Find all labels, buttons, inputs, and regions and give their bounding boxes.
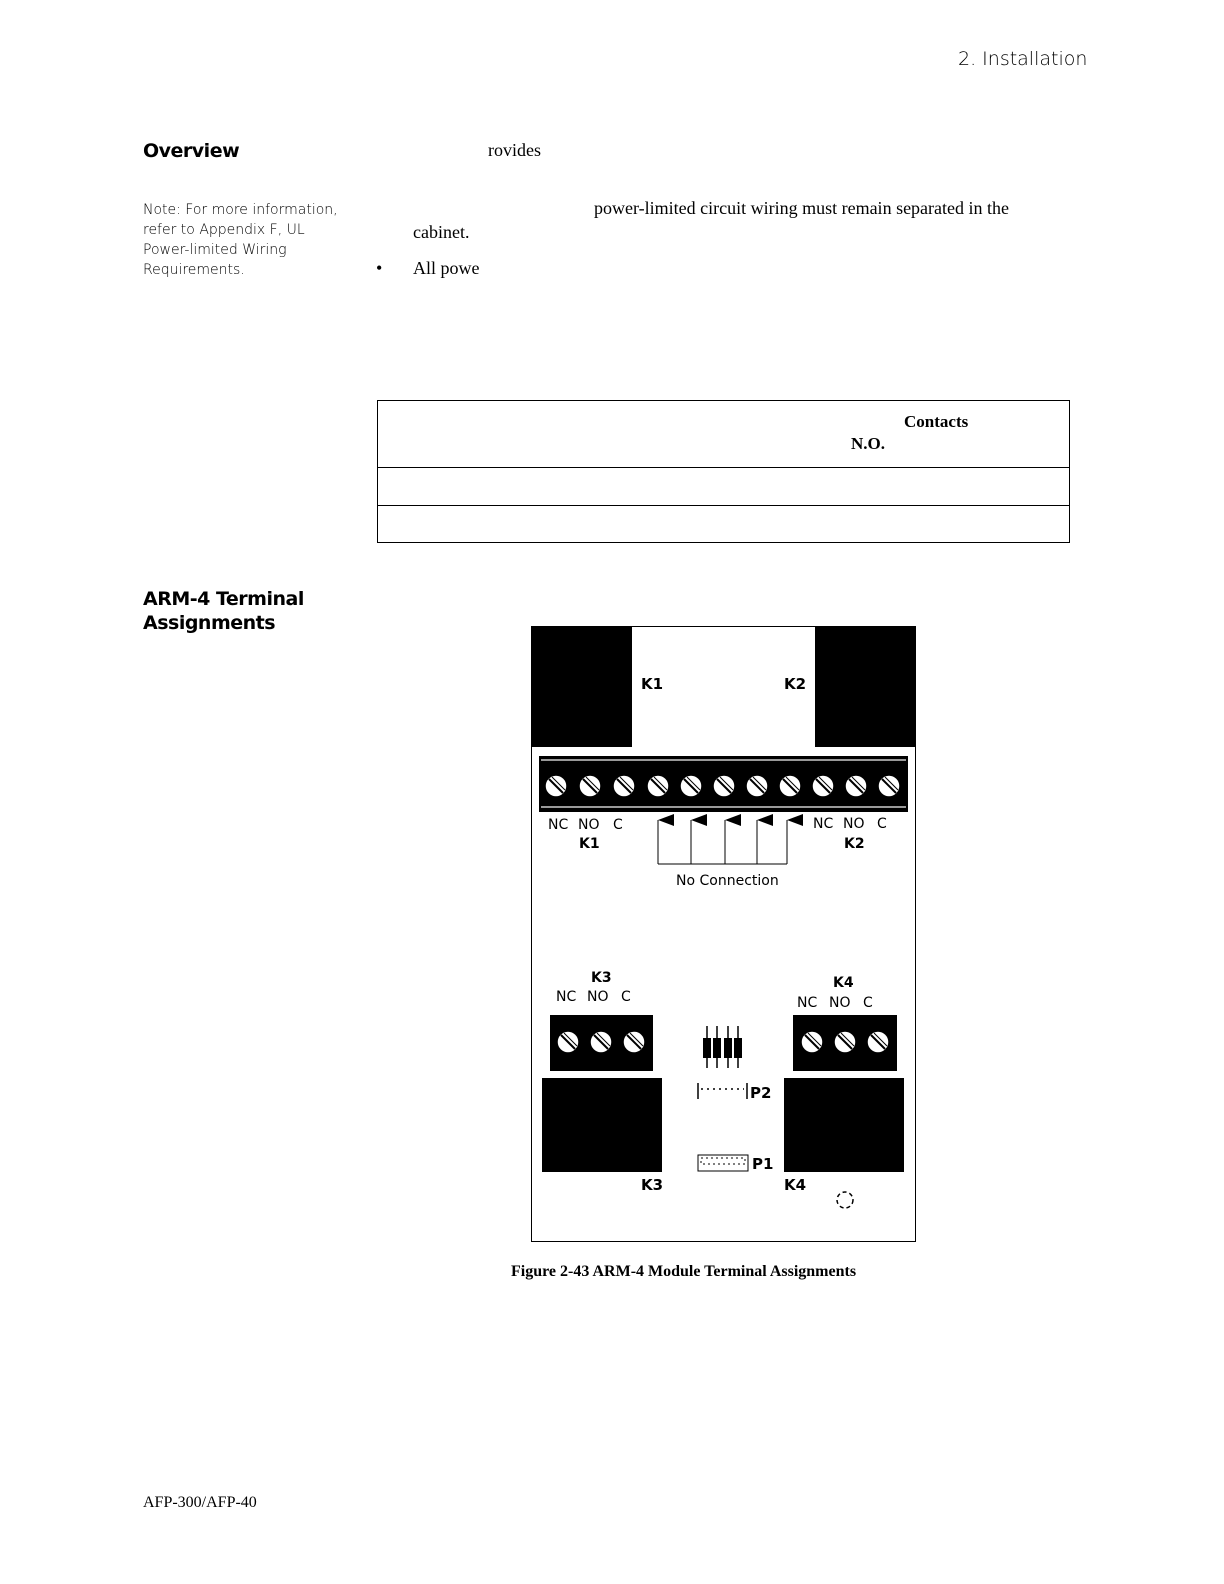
sidebar-note: Note: For more information, refer to Appendix F, UL Power-limited Wiring Requirements. (143, 202, 338, 278)
relay-label-k1-top: K1 (641, 675, 664, 693)
connector-p1 (698, 1155, 748, 1171)
k1-nc-label: NC (548, 817, 569, 833)
k4-c-label: C (863, 995, 873, 1011)
overview-body-line1: power-limited circuit wiring must remain separated in the (594, 198, 1010, 218)
arm4-section-heading: ARM-4 Terminal Assignments (143, 588, 304, 634)
footer-model: AFP-300/AFP-40 (143, 1494, 257, 1511)
figure-caption: Figure 2-43 ARM-4 Module Terminal Assignments (511, 1263, 857, 1280)
connector-p1-label: P1 (752, 1155, 774, 1173)
overview-heading: Overview (143, 140, 240, 162)
k2-c-label: C (877, 816, 887, 832)
overview-intro-text: rovides (488, 140, 541, 160)
overview-body-line2: cabinet. (413, 222, 470, 242)
table-row-divider (378, 505, 1069, 506)
no-connection-label: No Connection (676, 873, 779, 889)
table-header-no: N.O. (851, 434, 885, 453)
bullet-symbol: • (376, 258, 383, 278)
k3-c-label: C (621, 989, 631, 1005)
relay-label-k3-bottom: K3 (641, 1176, 664, 1194)
relay-k2-block (815, 626, 916, 747)
relay-k1-block (531, 626, 632, 747)
k3-nc-label: NC (556, 989, 577, 1005)
k4-no-label: NO (829, 995, 851, 1011)
arm4-module-diagram (531, 626, 916, 1242)
k4-terminal-group-label: K4 (833, 975, 854, 991)
table-row-divider (378, 467, 1069, 468)
contacts-table (377, 400, 1070, 543)
k2-terminal-group-label: K2 (844, 836, 865, 852)
k1-no-label: NO (578, 817, 600, 833)
running-header: 2. Installation (958, 48, 1088, 70)
k4-nc-label: NC (797, 995, 818, 1011)
k3-no-label: NO (587, 989, 609, 1005)
k1-terminal-group-label: K1 (579, 836, 600, 852)
top-terminal-screws (542, 772, 903, 800)
k2-nc-label: NC (813, 816, 834, 832)
connector-p2-label: P2 (750, 1084, 772, 1102)
bullet-text: All powe (413, 258, 480, 278)
k3-terminal-group-label: K3 (591, 970, 612, 986)
relay-k3-block (542, 1078, 662, 1172)
table-header-contacts: Contacts (904, 412, 969, 431)
k2-no-label: NO (843, 816, 865, 832)
k1-c-label: C (613, 817, 623, 833)
relay-label-k2-top: K2 (784, 675, 807, 693)
relay-k4-block (784, 1078, 904, 1172)
relay-label-k4-bottom: K4 (784, 1176, 807, 1194)
